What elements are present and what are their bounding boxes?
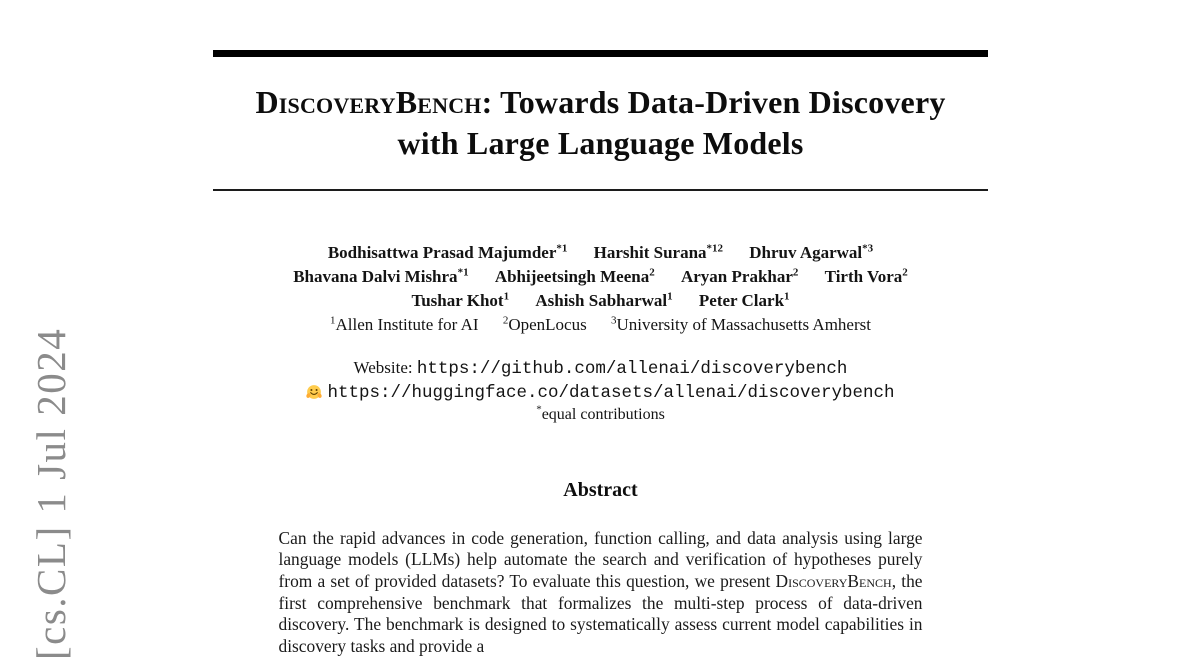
author-name: Bhavana Dalvi Mishra$^{*1}$ [293,266,469,286]
affiliation-superscript: 1 [330,314,336,327]
author-superscript: *1 [556,242,568,255]
author-superscript: 1 [667,290,673,303]
affiliation-superscript: 2 [502,314,509,327]
abstract-text [279,528,923,658]
title-benchmark-name: DiscoveryBench: [255,84,493,120]
author-superscript: 1 [503,290,510,303]
author-affiliation: $^1$Allen Institute for AI [330,314,479,334]
title-bottom-rule [213,189,988,191]
author-name: Ashish Sabharwal$^1$ [535,290,673,310]
author-name: Peter Clark$^1$ [698,290,790,310]
paper-content-column [213,0,988,658]
website-row [213,357,988,381]
abstract-heading: Abstract [563,478,638,501]
top-rule [213,50,988,57]
abstract-part-2: , the first comprehensive benchmark that formalizes the multi-step process of data-driven discovery. The benchmark is designed to systematically assess current model capabilities in discovery tasks and provide a [278,570,923,657]
paper-title [213,82,988,164]
equal-contributions-asterisk: * [536,403,542,416]
author-affiliation: $^2$OpenLocus [502,314,587,334]
website-label: Website: [353,358,417,377]
author-line-2 [213,265,988,289]
equal-contributions-note: *equal contributions [536,403,665,423]
github-link[interactable]: https://github.com/allenai/discoverybench [416,359,848,379]
hugging-face-icon [306,384,322,400]
arxiv-category-stamp: [cs.CL] 1 Jul 2024 [28,327,74,660]
author-name: Tushar Khot$^1$ [411,290,510,310]
huggingface-link[interactable]: https://huggingface.co/datasets/allenai/discoverybench [327,382,895,403]
abstract-benchmark-name: DiscoveryBench [775,570,892,591]
author-superscript: 2 [902,266,908,279]
author-name: Abhijeetsingh Meena$^2$ [494,266,655,286]
affiliation-line [213,313,988,337]
title-rest: Towards Data-Driven Discovery [492,84,946,120]
author-name: Dhruv Agarwal$^{*3}$ [749,242,874,262]
author-name: Aryan Prakhar$^2$ [680,266,799,286]
links-block [213,357,988,427]
author-name: Bodhisattwa Prasad Majumder$^{*1}$ [327,242,568,262]
author-name: Tirth Vora$^2$ [824,266,908,286]
author-block [213,241,988,337]
author-superscript: 1 [784,290,790,303]
author-affiliation: $^3$University of Massachusetts Amherst [610,314,871,334]
author-line-3 [213,289,988,313]
author-superscript: *3 [862,242,874,255]
author-superscript: *1 [457,266,469,279]
huggingface-row [213,381,988,405]
abstract-part-1: Can the rapid advances in code generation, function calling, and data analysis using large language models (LLMs) help automate the search and verification of hypotheses purely from a set of provided datasets? To evaluate this question, we present [278,527,923,591]
author-superscript: 2 [649,266,655,279]
affiliation-superscript: 3 [610,314,617,327]
author-line-1 [213,241,988,265]
title-line-2: with Large Language Models [397,125,804,161]
author-name: Harshit Surana$^{*12}$ [593,242,724,262]
author-superscript: *12 [706,242,724,255]
author-superscript: 2 [792,266,799,279]
